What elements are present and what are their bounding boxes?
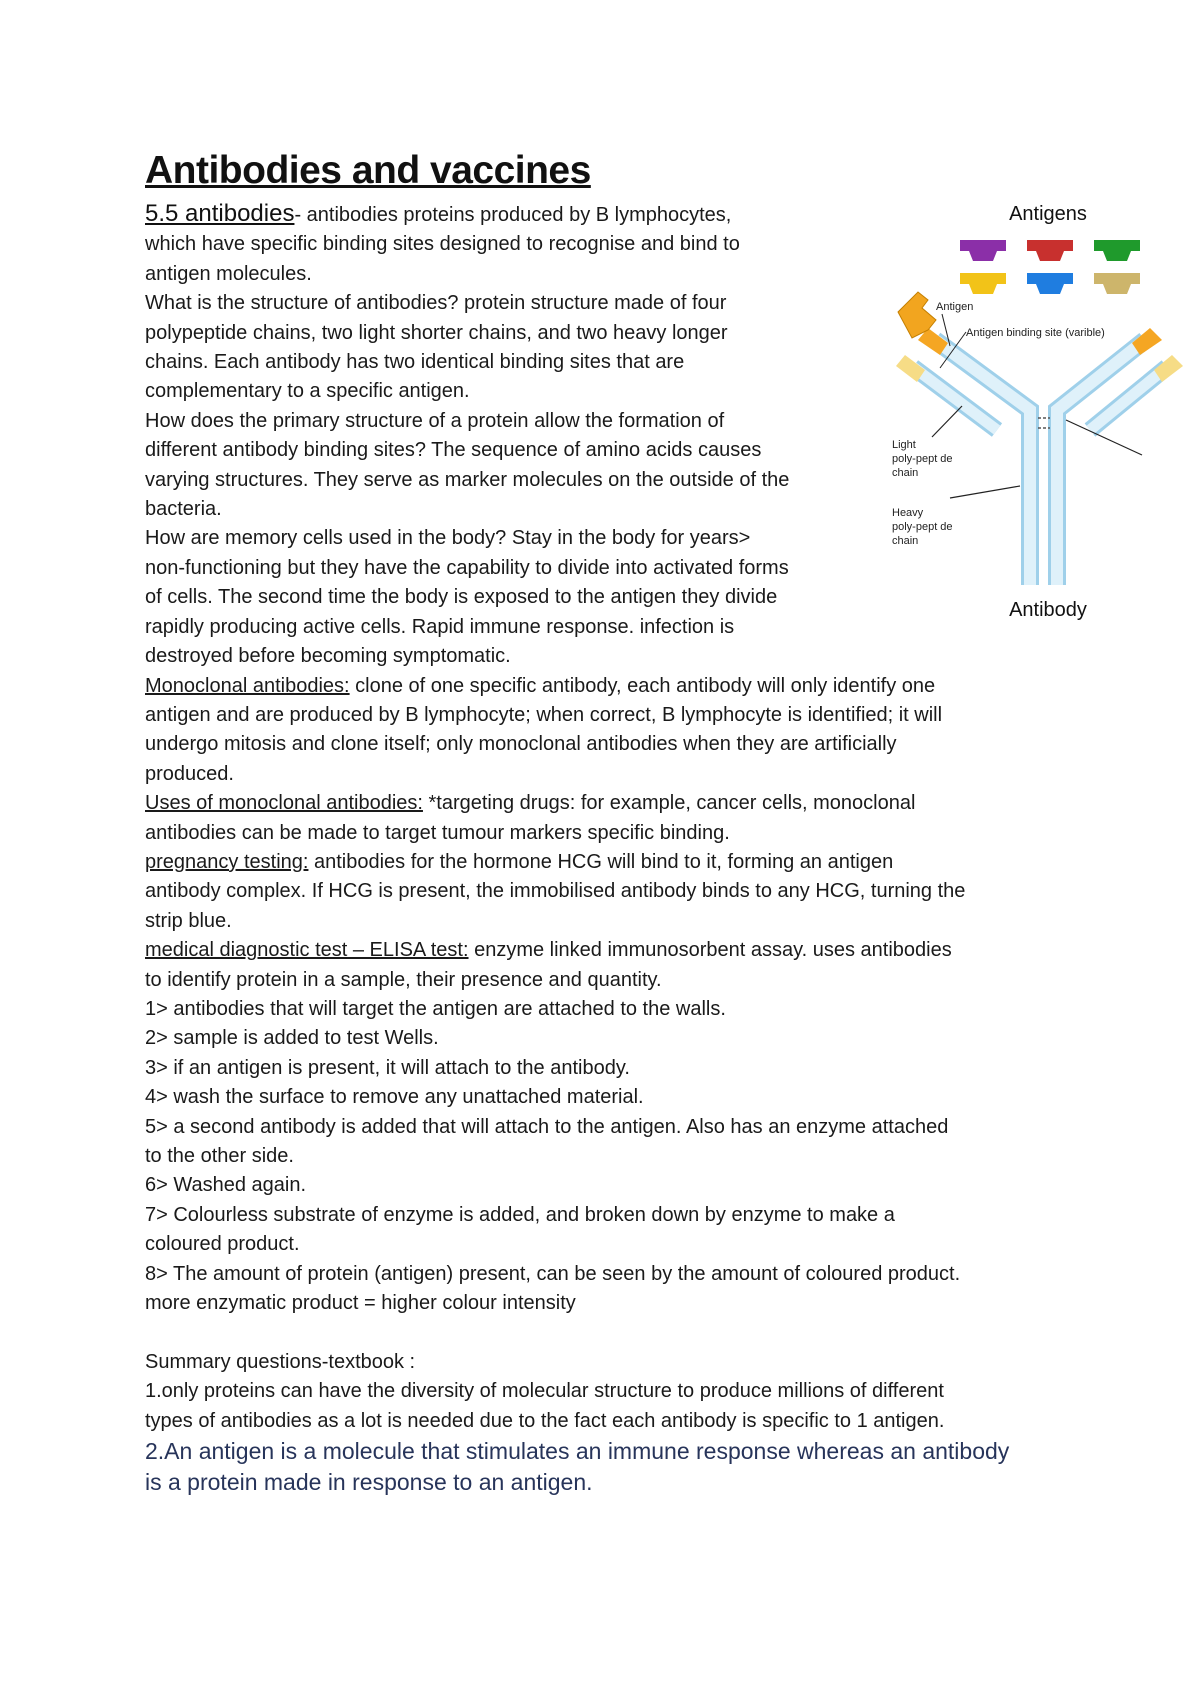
text-line: How are memory cells used in the body? Stay in the body for years> bbox=[145, 527, 751, 550]
chain-label-line: Light bbox=[892, 439, 916, 451]
text-line: rapidly producing active cells. Rapid immune response. infection is bbox=[145, 615, 735, 638]
text-line bbox=[145, 848, 1065, 877]
blank-line bbox=[145, 1318, 1065, 1347]
text-line: What is the structure of antibodies? protein structure made of four bbox=[145, 292, 727, 315]
text-line: different antibody binding sites? The sequence of amino acids causes bbox=[145, 439, 762, 462]
section-heading: 5.5 antibodies bbox=[145, 200, 295, 227]
text-line: 2> sample is added to test Wells. bbox=[145, 1027, 439, 1050]
text-line: 6> Washed again. bbox=[145, 1174, 307, 1197]
text-line: complementary to a specific antigen. bbox=[145, 380, 470, 403]
chain-label-line: chain bbox=[892, 467, 919, 479]
antigen-shape bbox=[1027, 273, 1073, 294]
text-line: 5> a second antibody is added that will attach to the antigen. Also has an enzyme attached bbox=[145, 1115, 949, 1138]
text-line: antigen and are produced by B lymphocyte; when correct, B lymphocyte is identified; it will bbox=[145, 703, 943, 726]
text-line: antibody complex. If HCG is present, the immobilised antibody binds to any HCG, turning the bbox=[145, 880, 966, 903]
text-line bbox=[145, 672, 1065, 701]
text-line: 1> antibodies that will target the antigen are attached to the walls. bbox=[145, 997, 726, 1020]
text-line: which have specific binding sites designed to recognise and bind to bbox=[145, 233, 740, 256]
text-line: 8> The amount of protein (antigen) present, can be seen by the amount of coloured product. bbox=[145, 1262, 961, 1285]
text-line: undergo mitosis and clone itself; only monoclonal antibodies when they are artificially bbox=[145, 733, 897, 756]
text-line: Summary questions-textbook : bbox=[145, 1350, 416, 1373]
chain-label-line: chain bbox=[892, 535, 919, 547]
text-line: 4> wash the surface to remove any unattached material. bbox=[145, 1086, 644, 1109]
antibody-diagram-svg bbox=[880, 200, 1190, 630]
text-line: more enzymatic product = higher colour intensity bbox=[145, 1292, 576, 1315]
text-line: antigen molecules. bbox=[145, 262, 312, 285]
antigen-shape bbox=[1094, 240, 1140, 261]
text-line: of cells. The second time the body is exposed to the antigen they divide bbox=[145, 586, 778, 609]
antigen-label: Antigen bbox=[936, 301, 974, 313]
text-line: non-functioning but they have the capability to divide into activated forms bbox=[145, 556, 789, 579]
antigen-shape bbox=[960, 240, 1006, 261]
text-span: antibodies for the hormone HCG will bind to it, forming an antigen bbox=[308, 850, 894, 873]
text-line: coloured product. bbox=[145, 1233, 300, 1256]
heavy-chain-label bbox=[892, 507, 953, 547]
text-line: 1.only proteins can have the diversity of molecular structure to produce millions of different bbox=[145, 1380, 944, 1403]
text-line bbox=[145, 789, 1065, 818]
text-line: How does the primary structure of a protein allow the formation of bbox=[145, 409, 725, 432]
text-line bbox=[145, 936, 1065, 965]
antigen-shape bbox=[1094, 273, 1140, 294]
text-line: bacteria. bbox=[145, 498, 222, 521]
underlined-term: pregnancy testing: bbox=[145, 850, 309, 873]
text-line: types of antibodies as a lot is needed due to the fact each antibody is specific to 1 antigen. bbox=[145, 1409, 945, 1432]
text-line: destroyed before becoming symptomatic. bbox=[145, 645, 511, 668]
underlined-term: Monoclonal antibodies: bbox=[145, 674, 350, 697]
heavy-chain-right-inner bbox=[1057, 340, 1145, 585]
underlined-term: medical diagnostic test – ELISA test: bbox=[145, 939, 469, 962]
text-span: enzyme linked immunosorbent assay. uses antibodies bbox=[468, 939, 952, 962]
text-line: 3> if an antigen is present, it will attach to the antibody. bbox=[145, 1056, 630, 1079]
text-span: clone of one specific antibody, each antibody will only identify one bbox=[349, 674, 936, 697]
text-line: to identify protein in a sample, their presence and quantity. bbox=[145, 968, 662, 991]
antigen-shape bbox=[1027, 240, 1073, 261]
answer-line: is a protein made in response to an antigen. bbox=[145, 1469, 593, 1496]
antigen-shape bbox=[960, 273, 1006, 294]
text-line: varying structures. They serve as marker molecules on the outside of the bbox=[145, 468, 790, 491]
chain-label-line: Heavy bbox=[892, 507, 924, 519]
antibody-diagram bbox=[880, 200, 1190, 630]
antigens-label: Antigens bbox=[1009, 203, 1087, 225]
underlined-term: Uses of monoclonal antibodies: bbox=[145, 792, 423, 815]
text-line: 7> Colourless substrate of enzyme is added, and broken down by enzyme to make a bbox=[145, 1203, 895, 1226]
text-line: to the other side. bbox=[145, 1145, 294, 1167]
answer-line: 2.An antigen is a molecule that stimulates an immune response whereas an antibody bbox=[145, 1438, 1010, 1465]
text-line: produced. bbox=[145, 762, 234, 785]
text-line: antibodies can be made to target tumour markers specific binding. bbox=[145, 821, 730, 844]
light-chain-label bbox=[892, 439, 953, 479]
text-span: *targeting drugs: for example, cancer cells, monoclonal bbox=[422, 792, 916, 815]
text-line: chains. Each antibody has two identical binding sites that are bbox=[145, 351, 685, 374]
antibody-label: Antibody bbox=[1009, 599, 1087, 621]
page-title: Antibodies and vaccines bbox=[145, 149, 591, 192]
chain-label-line: poly-pept de bbox=[892, 521, 953, 533]
binding-site-label: Antigen binding site (varible) bbox=[966, 327, 1105, 339]
text-line: strip blue. bbox=[145, 909, 232, 932]
chain-label-line: poly-pept de bbox=[892, 453, 953, 465]
text-span: - antibodies proteins produced by B lymphocytes, bbox=[294, 204, 732, 226]
antigen-shapes bbox=[960, 240, 1140, 294]
text-line: polypeptide chains, two light shorter chains, and two heavy longer bbox=[145, 321, 728, 344]
